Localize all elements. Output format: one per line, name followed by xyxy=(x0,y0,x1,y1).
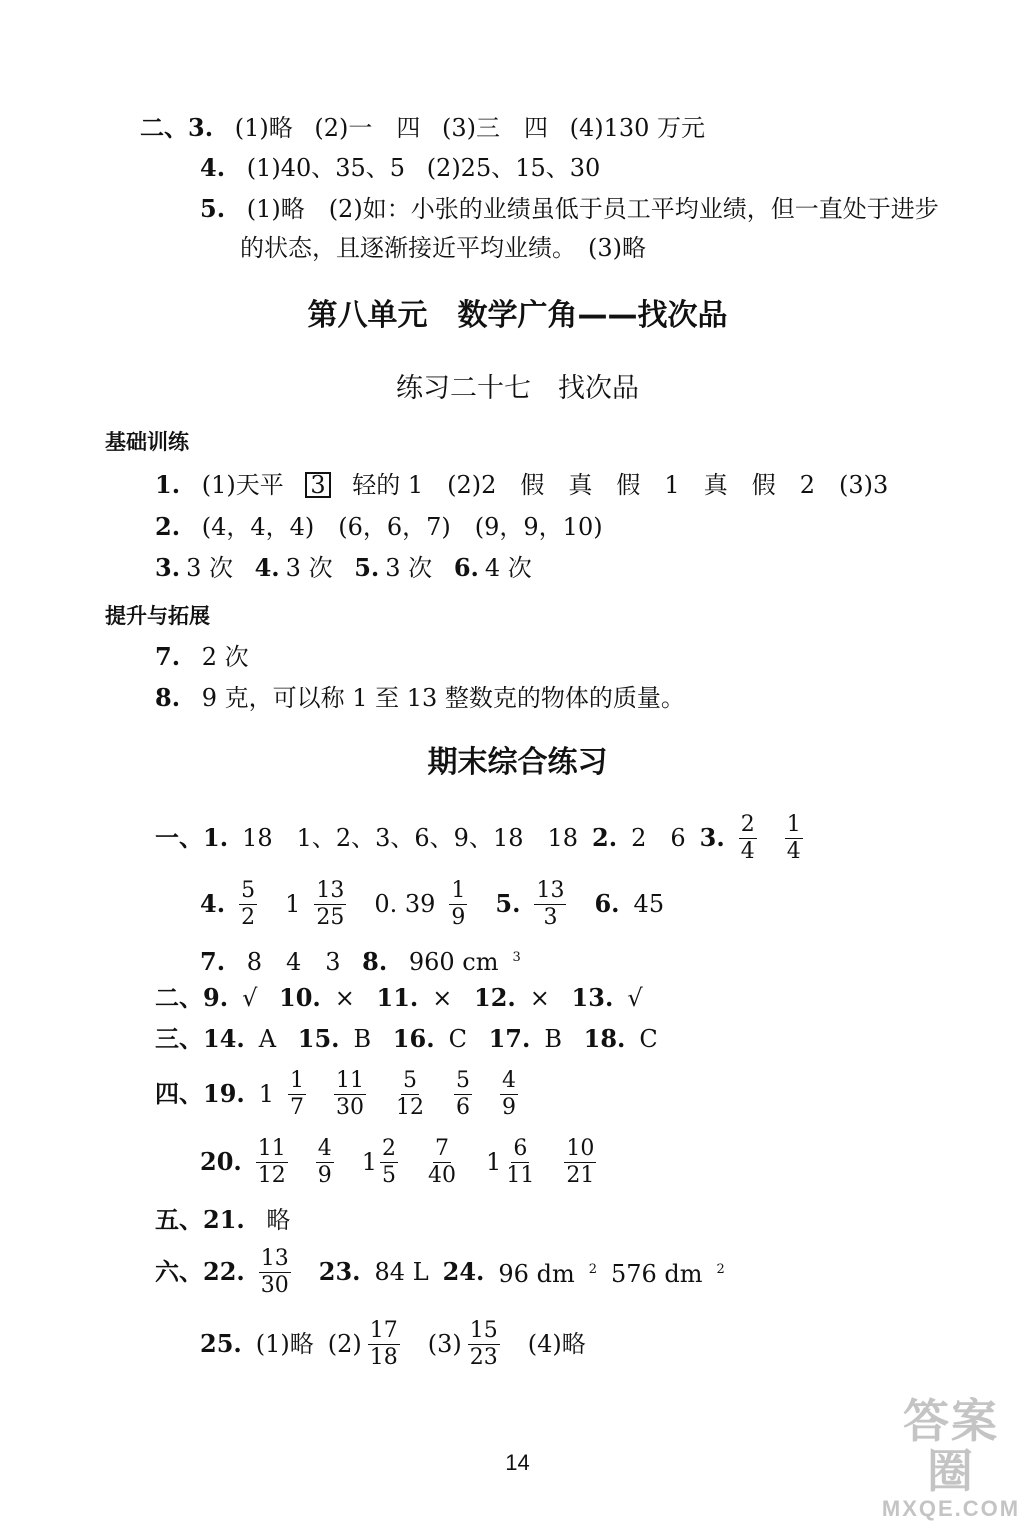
answer-line-basic-1: 1. (1)天平 3 轻的 1 (2)2 假 真 假 1 真 假 2 (3)3 xyxy=(155,470,889,499)
answer-line-2-4: 4. (1)40、35、5 (2)25、15、30 xyxy=(200,153,601,182)
fraction: $\frac{11}{30}$ xyxy=(336,1067,365,1120)
page-number: 14 xyxy=(505,1450,530,1475)
final-row-22: 六、22. $\frac{13}{30}$ 23. 84 L 24. 96 dm $^2$ 576 dm $^2$ xyxy=(155,1245,725,1298)
final-exercise-title: 期末综合练习 xyxy=(427,745,608,780)
final-row-1: 一、1. 18 1、2、3、6、9、18 18 2. 2 6 3. $\frac{2}{4}$ $\frac{1}{4}$ xyxy=(155,810,831,866)
unit-title: 第八单元 数学广角——找次品 xyxy=(307,298,728,333)
answer-line-2-5-cont: 的状态，且逐渐接近平均业绩。 (3)略 xyxy=(240,234,646,262)
section-heading-basic: 基础训练 xyxy=(105,430,189,454)
fraction: $\frac{4}{9}$ xyxy=(502,1067,517,1120)
fraction: $\frac{17}{18}$ xyxy=(369,1317,398,1370)
fraction: $\frac{1}{9}$ xyxy=(451,877,466,930)
answer-line-2-3: 二、3. (1)略 (2)一 四 (3)三 四 (4)130 万元 xyxy=(140,113,706,142)
fraction: $\frac{1}{7}$ xyxy=(290,1067,305,1120)
fraction: $\frac{10}{21}$ xyxy=(566,1135,595,1188)
mixed-number: 1 $\frac{2}{5}$ xyxy=(361,1135,397,1188)
final-row-7: 7. 8 4 3 8. 960 cm $^3$ xyxy=(200,947,521,976)
final-row-4: 4. $\frac{5}{2}$ 1 $\frac{13}{25}$ 0. 39 $\frac{1}{9}$ 5. $\frac{13}{3}$ 6. 45 xyxy=(200,877,665,930)
fraction: $\frac{2}{4}$ xyxy=(740,811,755,864)
watermark: 答案圈 MXQE.COM xyxy=(881,1395,1021,1521)
final-row-14: 三、14. A 15. B 16. C 17. B 18. C xyxy=(155,1024,658,1053)
fraction: $\frac{13}{30}$ xyxy=(260,1245,289,1298)
boxed-answer: 3 xyxy=(305,472,330,498)
final-row-19: 四、19. 1 $\frac{1}{7}$ $\frac{11}{30}$ $\frac{5}{12}$ $\frac{5}{6}$ $\frac{4}{9}$ xyxy=(155,1066,546,1122)
final-row-20: 20. $\frac{11}{12}$ $\frac{4}{9}$ 1 $\frac{2}{5}$ $\frac{7}{40}$ 1 $\frac{6}{11}$ $\frac{10}{21}$ xyxy=(200,1134,624,1190)
answer-line-basic-2: 2. (4，4，4) (6，6，7) (9，9，10) xyxy=(155,512,603,541)
question-number: 二、3. xyxy=(140,113,214,142)
final-row-9: 二、9. √ 10. × 11. × 12. × 13. √ xyxy=(155,983,643,1012)
fraction: $\frac{5}{12}$ xyxy=(396,1067,425,1120)
answer-line-advance-7: 7. 2 次 xyxy=(155,642,249,671)
fraction: $\frac{13}{3}$ xyxy=(536,877,565,930)
fraction: $\frac{11}{12}$ xyxy=(257,1135,286,1188)
fraction: $\frac{5}{2}$ xyxy=(241,877,256,930)
answer-line-2-5: 5. (1)略 (2)如：小张的业绩虽低于员工平均业绩，但一直处于进步 xyxy=(200,194,939,223)
fraction: $\frac{4}{9}$ xyxy=(317,1135,332,1188)
mixed-number: 1 $\frac{6}{11}$ xyxy=(486,1135,535,1188)
answer-line-basic-3: 3. 3 次 4. 3 次 5. 3 次 6. 4 次 xyxy=(155,553,532,582)
fraction: $\frac{13}{25}$ xyxy=(316,877,345,930)
final-row-25: 25. (1)略 (2) $\frac{17}{18}$ (3) $\frac{15}{23}$ (4)略 xyxy=(200,1317,586,1370)
final-row-21: 五、21. 略 xyxy=(155,1205,291,1234)
fraction: $\frac{5}{6}$ xyxy=(456,1067,471,1120)
fraction: $\frac{1}{4}$ xyxy=(786,811,801,864)
section-heading-advance: 提升与拓展 xyxy=(105,604,210,628)
exercise-title: 练习二十七 找次品 xyxy=(396,373,639,404)
answer-line-advance-8: 8. 9 克，可以称 1 至 13 整数克的物体的质量。 xyxy=(155,683,685,712)
fraction: $\frac{15}{23}$ xyxy=(469,1317,498,1370)
fraction: $\frac{7}{40}$ xyxy=(428,1135,457,1188)
